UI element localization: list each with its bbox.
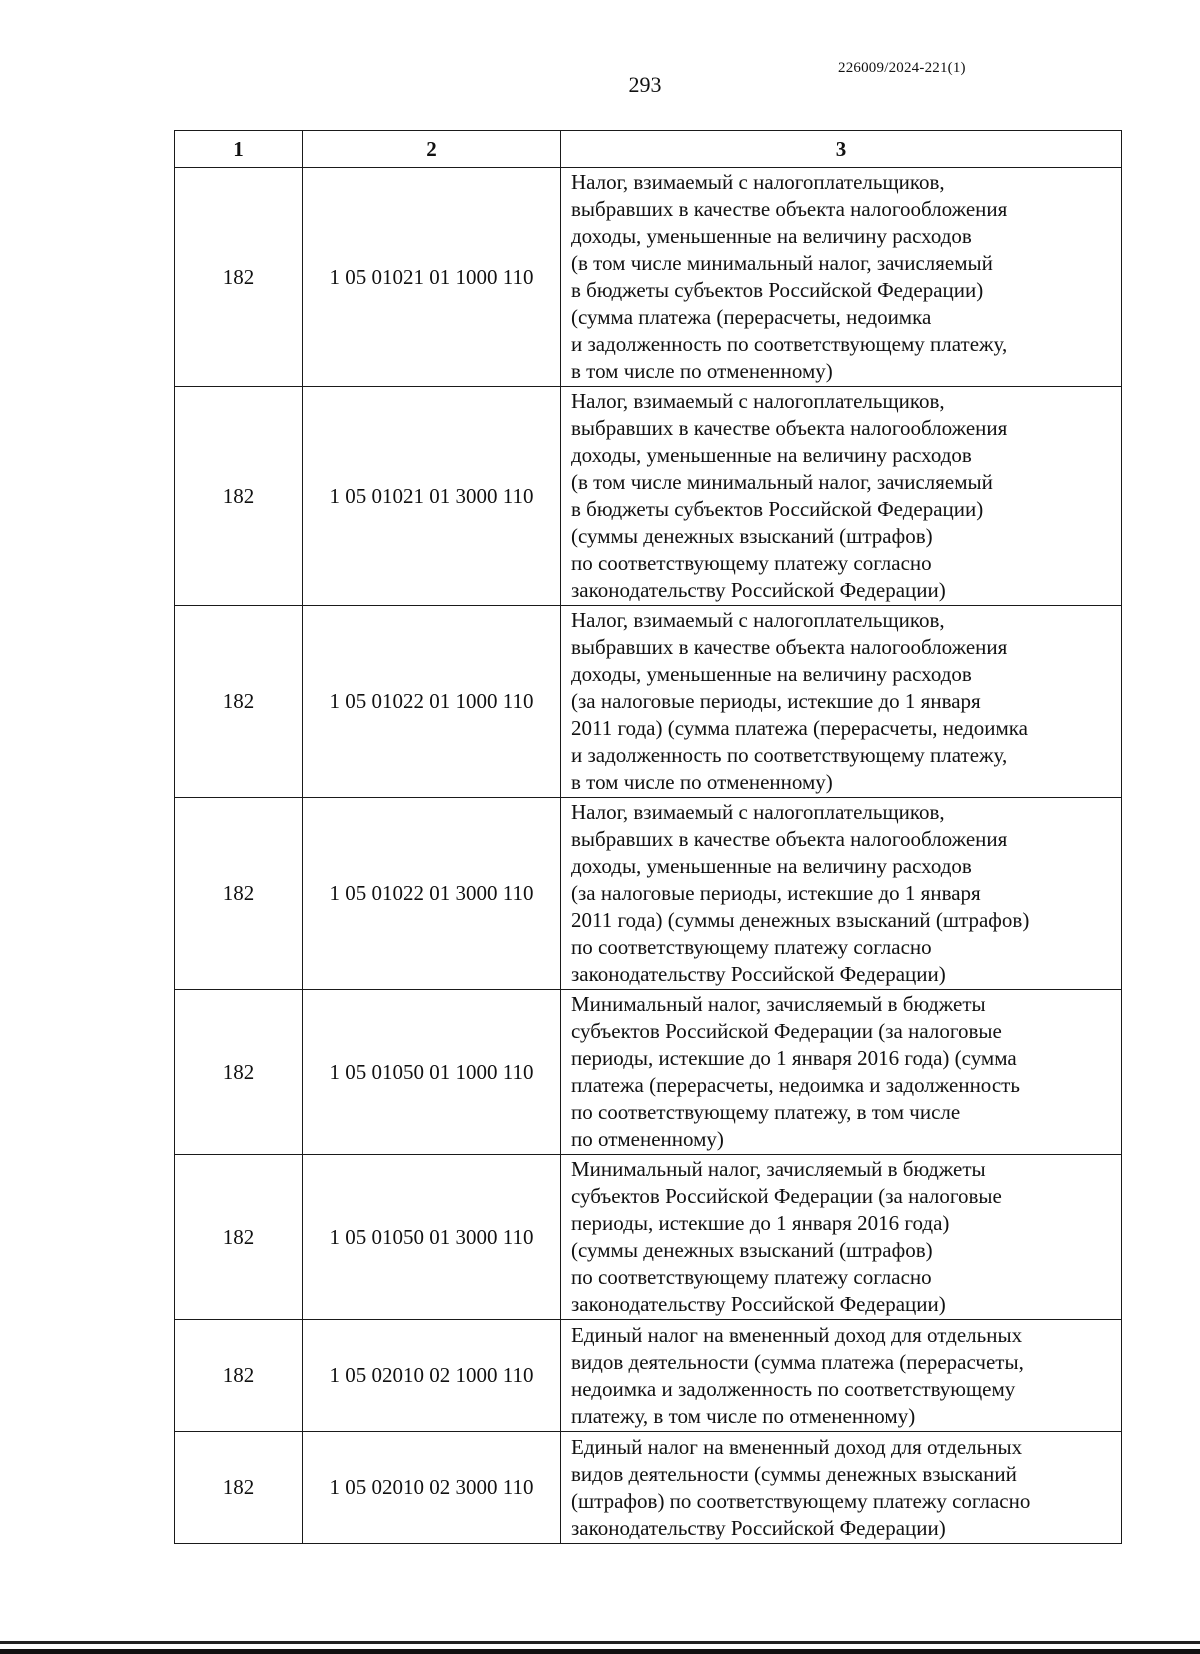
description-line: Минимальный налог, зачисляемый в бюджеты — [571, 1157, 986, 1181]
description-line: по соответствующему платежу, в том числе — [571, 1100, 961, 1124]
table-row — [175, 990, 1122, 1155]
income-description-cell — [561, 606, 1122, 798]
income-description-cell — [561, 387, 1122, 606]
description-line: Налог, взимаемый с налогоплательщиков, — [571, 170, 945, 194]
table-row — [175, 168, 1122, 387]
description-line: (за налоговые периоды, истекшие до 1 января — [571, 689, 981, 713]
budget-code-cell: 1 05 01022 01 3000 110 — [303, 798, 561, 990]
income-description-cell — [561, 990, 1122, 1155]
description-line: законодательству Российской Федерации) — [571, 1515, 946, 1540]
budget-code-cell: 1 05 01021 01 1000 110 — [303, 168, 561, 387]
description-line: и задолженность по соответствующему платежу, — [571, 332, 1008, 356]
income-description-cell — [561, 168, 1122, 387]
budget-classification-table — [174, 130, 1122, 1544]
description-line: видов деятельности (сумма платежа (перерасчеты, — [571, 1349, 1024, 1374]
description-line: по соответствующему платежу согласно — [571, 551, 932, 575]
income-description-cell — [561, 1155, 1122, 1320]
description-line: по отмененному) — [571, 1127, 724, 1151]
description-line: в том числе по отмененному) — [571, 770, 833, 794]
description-line: недоимка и задолженность по соответствующему — [571, 1376, 1016, 1401]
description-line: Налог, взимаемый с налогоплательщиков, — [571, 608, 945, 632]
description-line: (сумма платежа (перерасчеты, недоимка — [571, 305, 932, 329]
column-header-1: 1 — [175, 131, 303, 168]
description-line: (в том числе минимальный налог, зачисляемый — [571, 470, 993, 494]
budget-code-cell: 1 05 02010 02 1000 110 — [303, 1320, 561, 1432]
table-row — [175, 387, 1122, 606]
description-line: платежа (перерасчеты, недоимка и задолженность — [571, 1073, 1020, 1097]
description-line: субъектов Российской Федерации (за налоговые — [571, 1184, 1002, 1208]
budget-code-cell: 1 05 01021 01 3000 110 — [303, 387, 561, 606]
budget-code-cell: 1 05 01050 01 3000 110 — [303, 1155, 561, 1320]
description-line: (суммы денежных взысканий (штрафов) — [571, 524, 933, 548]
description-line: по соответствующему платежу согласно — [571, 1265, 932, 1289]
description-line: законодательству Российской Федерации) — [571, 1292, 946, 1316]
table-header-row — [175, 131, 1122, 168]
description-line: и задолженность по соответствующему платежу, — [571, 743, 1008, 767]
column-header-2: 2 — [303, 131, 561, 168]
admin-code-cell: 182 — [175, 1320, 303, 1432]
description-line: выбравших в качестве объекта налогообложения — [571, 416, 1008, 440]
description-line: в том числе по отмененному) — [571, 359, 833, 383]
description-line: 2011 года) (сумма платежа (перерасчеты, недоимка — [571, 716, 1029, 740]
budget-code-cell: 1 05 01050 01 1000 110 — [303, 990, 561, 1155]
description-line: доходы, уменьшенные на величину расходов — [571, 443, 972, 467]
income-description-cell — [561, 1320, 1122, 1432]
admin-code-cell: 182 — [175, 1155, 303, 1320]
description-line: выбравших в качестве объекта налогообложения — [571, 635, 1008, 659]
table-row — [175, 1432, 1122, 1544]
description-line: Налог, взимаемый с налогоплательщиков, — [571, 800, 945, 824]
description-line: видов деятельности (суммы денежных взысканий — [571, 1461, 1017, 1486]
description-line: в бюджеты субъектов Российской Федерации) — [571, 497, 984, 521]
description-line: доходы, уменьшенные на величину расходов — [571, 854, 972, 878]
description-line: периоды, истекшие до 1 января 2016 года) — [571, 1211, 950, 1235]
description-line: доходы, уменьшенные на величину расходов — [571, 662, 972, 686]
column-header-3: 3 — [561, 131, 1122, 168]
description-line: платежу, в том числе по отмененному) — [571, 1403, 916, 1428]
page-number: 293 — [628, 72, 662, 97]
description-line: выбравших в качестве объекта налогообложения — [571, 827, 1008, 851]
admin-code-cell: 182 — [175, 1432, 303, 1544]
description-line: 2011 года) (суммы денежных взысканий (штрафов) — [571, 908, 1030, 932]
admin-code-cell: 182 — [175, 606, 303, 798]
budget-code-cell: 1 05 02010 02 3000 110 — [303, 1432, 561, 1544]
description-line: доходы, уменьшенные на величину расходов — [571, 224, 972, 248]
income-description-cell — [561, 798, 1122, 990]
description-line: периоды, истекшие до 1 января 2016 года) (сумма — [571, 1046, 1017, 1070]
document-registration-number: 226009/2024-221(1) — [838, 60, 966, 76]
table-row — [175, 606, 1122, 798]
description-line: Налог, взимаемый с налогоплательщиков, — [571, 389, 945, 413]
table-row — [175, 798, 1122, 990]
description-line: законодательству Российской Федерации) — [571, 578, 946, 602]
description-line: выбравших в качестве объекта налогообложения — [571, 197, 1008, 221]
description-line: Единый налог на вмененный доход для отдельных — [571, 1434, 1023, 1459]
description-line: по соответствующему платежу согласно — [571, 935, 932, 959]
description-line: в бюджеты субъектов Российской Федерации) — [571, 278, 984, 302]
table-body — [175, 168, 1122, 1544]
income-description-cell — [561, 1432, 1122, 1544]
description-line: (суммы денежных взысканий (штрафов) — [571, 1238, 933, 1262]
budget-code-cell: 1 05 01022 01 1000 110 — [303, 606, 561, 798]
admin-code-cell: 182 — [175, 168, 303, 387]
table-row — [175, 1155, 1122, 1320]
description-line: законодательству Российской Федерации) — [571, 962, 946, 986]
scan-edge-line — [0, 1641, 1200, 1644]
admin-code-cell: 182 — [175, 798, 303, 990]
admin-code-cell: 182 — [175, 387, 303, 606]
description-line: (за налоговые периоды, истекшие до 1 января — [571, 881, 981, 905]
scan-edge-band — [0, 1649, 1200, 1654]
description-line: (в том числе минимальный налог, зачисляемый — [571, 251, 993, 275]
table-row — [175, 1320, 1122, 1432]
admin-code-cell: 182 — [175, 990, 303, 1155]
description-line: субъектов Российской Федерации (за налоговые — [571, 1019, 1002, 1043]
description-line: Минимальный налог, зачисляемый в бюджеты — [571, 992, 986, 1016]
description-line: Единый налог на вмененный доход для отдельных — [571, 1322, 1023, 1347]
description-line: (штрафов) по соответствующему платежу согласно — [571, 1488, 1031, 1513]
